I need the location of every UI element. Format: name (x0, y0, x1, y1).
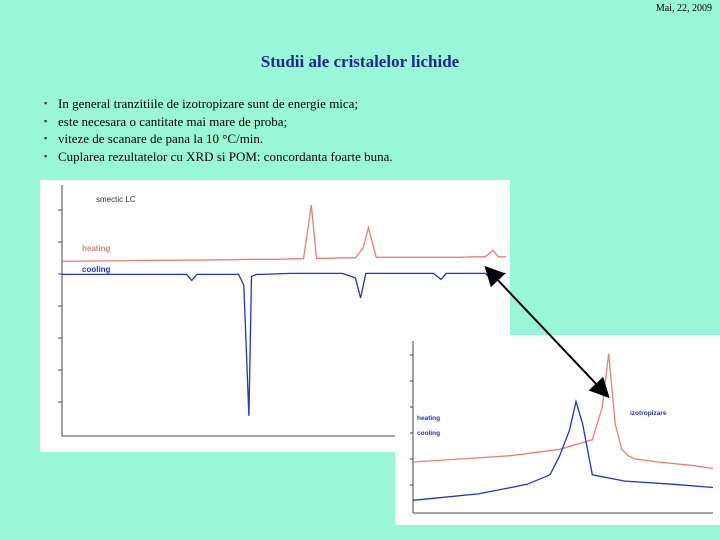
bullet-item: ▪ viteze de scanare de pana la 10 °C/min. (44, 130, 393, 148)
series-line-heating (62, 205, 506, 261)
annotation-izotropizare: izotropizare (630, 410, 667, 417)
series-line-cooling (413, 402, 713, 501)
dsc-chart-inset-svg (395, 335, 720, 525)
bullet-list (44, 95, 393, 165)
bullet-item: ▪ este necesara o cantitate mai mare de proba; (44, 113, 393, 131)
bullet-item: ▪ In general tranzitiile de izotropizare sunt de energie mica; (44, 95, 393, 113)
legend-cooling: cooling (82, 265, 111, 274)
legend-heating-inset: heating (417, 415, 441, 422)
series-line-heating (413, 354, 713, 469)
dsc-chart-inset (395, 335, 720, 525)
slide-title: Studii ale cristalelor lichide (260, 52, 460, 71)
annotation-smectic: smectic LC (96, 195, 136, 204)
bullet-item: ▪ Cuplarea rezultatelor cu XRD si POM: concordanta foarte buna. (44, 148, 393, 166)
legend-cooling-inset: cooling (417, 430, 441, 437)
legend-heating: heating (82, 244, 111, 253)
date-label: Mai, 22, 2009 (655, 3, 712, 14)
